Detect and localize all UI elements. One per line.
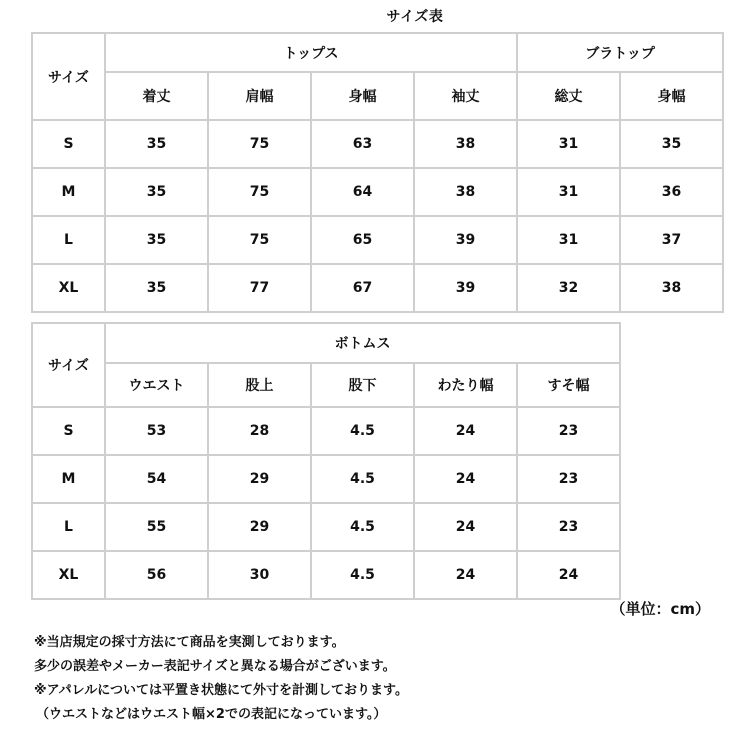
value-cell: 56 xyxy=(105,551,208,599)
value-cell: 24 xyxy=(414,407,517,455)
value-cell: 4.5 xyxy=(311,551,414,599)
value-cell: 39 xyxy=(414,216,517,264)
value-cell: 35 xyxy=(620,120,723,168)
note-line: ※当店規定の採寸方法にて商品を実測しております。 xyxy=(34,635,345,650)
value-cell: 30 xyxy=(208,551,311,599)
note-line: 多少の誤差やメーカー表記サイズと異なる場合がございます。 xyxy=(34,659,396,674)
size-cell: L xyxy=(32,216,105,264)
value-cell: 75 xyxy=(208,216,311,264)
size-header: サイズ xyxy=(32,323,105,407)
value-cell: 24 xyxy=(414,551,517,599)
unit-label: （単位：cm） xyxy=(610,600,710,618)
column-header: 股下 xyxy=(311,363,414,407)
value-cell: 35 xyxy=(105,168,208,216)
table-row xyxy=(32,168,723,216)
value-cell: 23 xyxy=(517,407,620,455)
value-cell: 23 xyxy=(517,503,620,551)
size-cell: M xyxy=(32,168,105,216)
table-row xyxy=(32,264,723,312)
value-cell: 29 xyxy=(208,503,311,551)
value-cell: 55 xyxy=(105,503,208,551)
value-cell: 31 xyxy=(517,168,620,216)
table-row xyxy=(32,407,620,455)
column-header: すそ幅 xyxy=(517,363,620,407)
group-header-tops: トップス xyxy=(105,33,517,72)
note-line: （ウエストなどはウエスト幅×2での表記になっています。） xyxy=(36,707,387,722)
value-cell: 36 xyxy=(620,168,723,216)
value-cell: 64 xyxy=(311,168,414,216)
group-header-bottoms: ボトムス xyxy=(105,323,620,363)
value-cell: 28 xyxy=(208,407,311,455)
value-cell: 75 xyxy=(208,120,311,168)
note-line: ※アパレルについては平置き状態にて外寸を計測しております。 xyxy=(34,683,408,698)
table-row xyxy=(32,455,620,503)
table-row xyxy=(32,216,723,264)
size-cell: XL xyxy=(32,264,105,312)
value-cell: 32 xyxy=(517,264,620,312)
value-cell: 53 xyxy=(105,407,208,455)
column-header: 袖丈 xyxy=(414,72,517,120)
value-cell: 67 xyxy=(311,264,414,312)
value-cell: 35 xyxy=(105,264,208,312)
page-title: サイズ表 xyxy=(386,9,444,25)
column-header: 着丈 xyxy=(105,72,208,120)
value-cell: 23 xyxy=(517,455,620,503)
table-row xyxy=(32,551,620,599)
value-cell: 77 xyxy=(208,264,311,312)
table-row xyxy=(32,120,723,168)
size-cell: L xyxy=(32,503,105,551)
value-cell: 24 xyxy=(414,455,517,503)
value-cell: 39 xyxy=(414,264,517,312)
group-header-bratop: ブラトップ xyxy=(517,33,723,72)
value-cell: 35 xyxy=(105,216,208,264)
value-cell: 75 xyxy=(208,168,311,216)
tops-size-table xyxy=(31,32,724,313)
value-cell: 31 xyxy=(517,216,620,264)
value-cell: 38 xyxy=(414,120,517,168)
value-cell: 38 xyxy=(620,264,723,312)
column-header: 股上 xyxy=(208,363,311,407)
size-cell: S xyxy=(32,120,105,168)
table-row xyxy=(32,503,620,551)
value-cell: 4.5 xyxy=(311,503,414,551)
column-header: 身幅 xyxy=(620,72,723,120)
column-header: ウエスト xyxy=(105,363,208,407)
notes xyxy=(34,631,408,727)
column-header: わたり幅 xyxy=(414,363,517,407)
column-header: 身幅 xyxy=(311,72,414,120)
value-cell: 38 xyxy=(414,168,517,216)
value-cell: 35 xyxy=(105,120,208,168)
value-cell: 63 xyxy=(311,120,414,168)
value-cell: 4.5 xyxy=(311,407,414,455)
value-cell: 65 xyxy=(311,216,414,264)
value-cell: 29 xyxy=(208,455,311,503)
value-cell: 24 xyxy=(414,503,517,551)
size-cell: M xyxy=(32,455,105,503)
column-header: 肩幅 xyxy=(208,72,311,120)
bottoms-size-table xyxy=(31,322,621,600)
value-cell: 24 xyxy=(517,551,620,599)
column-header: 総丈 xyxy=(517,72,620,120)
value-cell: 4.5 xyxy=(311,455,414,503)
size-cell: S xyxy=(32,407,105,455)
size-header: サイズ xyxy=(32,33,105,120)
value-cell: 37 xyxy=(620,216,723,264)
size-cell: XL xyxy=(32,551,105,599)
value-cell: 31 xyxy=(517,120,620,168)
value-cell: 54 xyxy=(105,455,208,503)
